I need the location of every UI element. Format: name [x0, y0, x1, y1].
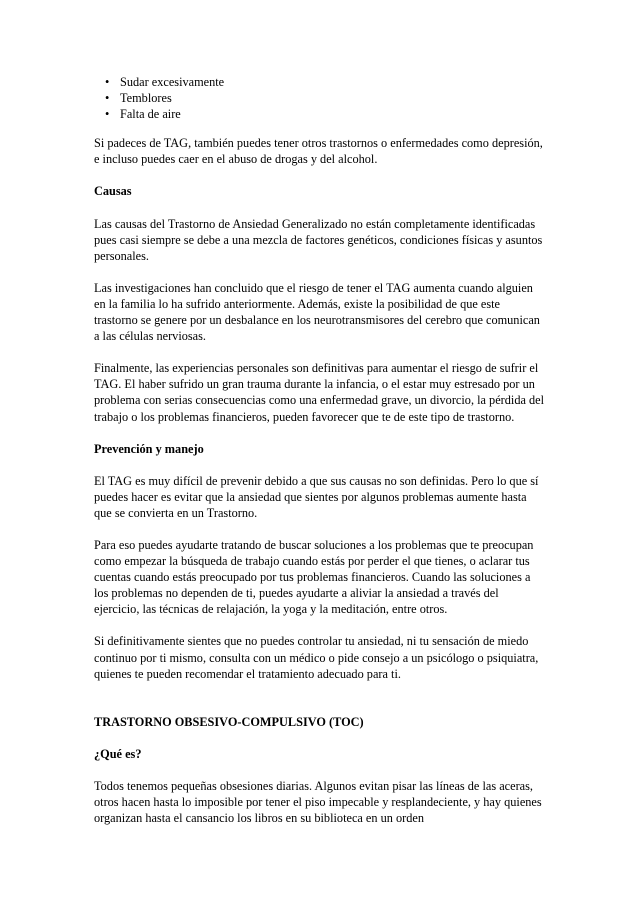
paragraph-management: Para eso puedes ayudarte tratando de buscar soluciones a los problemas que te preocupan como empezar la búsqueda de trabajo cuando estás por perder el que tienes, o aclarar tus cuentas cuando estás preocupado por tus problemas financieros. Cuando las soluciones a los problemas no dependen de ti, puedes ayudarte a aliviar la ansiedad a través del ejercicio, las técnicas de relajación, la yoga y la meditación, entre otros.: [94, 537, 534, 617]
list-item: [94, 90, 546, 106]
list-item: [94, 106, 546, 122]
heading-causas: Causas: [94, 184, 132, 199]
bullet-icon: •: [105, 91, 110, 106]
symptom-list: [94, 74, 546, 122]
bullet-icon: •: [105, 75, 110, 89]
list-item-text: Falta de aire: [120, 107, 181, 122]
heading-toc: TRASTORNO OBSESIVO-COMPULSIVO (TOC): [94, 714, 364, 729]
heading-prevencion: Prevención y manejo: [94, 441, 204, 456]
paragraph-prevention: El TAG es muy difícil de prevenir debido a que sus causas no son definidas. Pero lo que sí puedes hacer es evitar que la ansiedad que sientes por algunos problemas aumente hasta que se convierta en un Trastorno.: [94, 473, 539, 520]
paragraph-professional-help: Si definitivamente sientes que no puedes controlar tu ansiedad, ni tu sensación de miedo continuo por ti mismo, consulta con un médico o pide consejo a un psicólogo o psiquiatra, quienes te pueden recomendar el tratamiento adecuado para ti.: [94, 634, 539, 681]
paragraph-toc-intro: Todos tenemos pequeñas obsesiones diarias. Algunos evitan pisar las líneas de las aceras, otros hacen hasta lo imposible por tener el piso impecable y resplandeciente, y hay quienes organizan hasta el cansancio los libros en su biblioteca en un orden: [94, 778, 542, 826]
paragraph-causes-research: Las investigaciones han concluido que el riesgo de tener el TAG aumenta cuando alguien en la familia lo ha sufrido anteriormente. Además, existe la posibilidad de que este trastorno se genere por un desbalance en los neurotransmisores del cerebro que comunican a las células nerviosas.: [94, 280, 540, 344]
document-page: [94, 74, 546, 842]
bullet-icon: •: [105, 107, 110, 122]
list-item-text: Temblores: [120, 91, 172, 106]
spacer: [94, 122, 546, 135]
paragraph-comorbidity: Si padeces de TAG, también puedes tener otros trastornos o enfermedades como depresión, e incluso puedes caer en el abuso de drogas y del alcohol.: [94, 136, 543, 167]
paragraph-causes-experiences: Finalmente, las experiencias personales son definitivas para aumentar el riesgo de sufrir el TAG. El haber sufrido un gran trauma durante la infancia, o el estar muy estresado por un problema con serias consecuencias como una enfermedad grave, un divorcio, la pérdida del trabajo o los problemas financieros, pueden favorecer que te de este tipo de trastorno.: [94, 361, 545, 424]
list-item: [94, 74, 546, 90]
heading-que-es: ¿Qué es?: [94, 746, 142, 761]
list-item-text: Sudar excesivamente: [120, 75, 225, 89]
spacer: [94, 698, 546, 714]
paragraph-causes-intro: Las causas del Trastorno de Ansiedad Generalizado no están completamente identificadas pues casi siempre se debe a una mezcla de factores genéticos, condiciones físicas y asuntos personales.: [94, 216, 543, 263]
